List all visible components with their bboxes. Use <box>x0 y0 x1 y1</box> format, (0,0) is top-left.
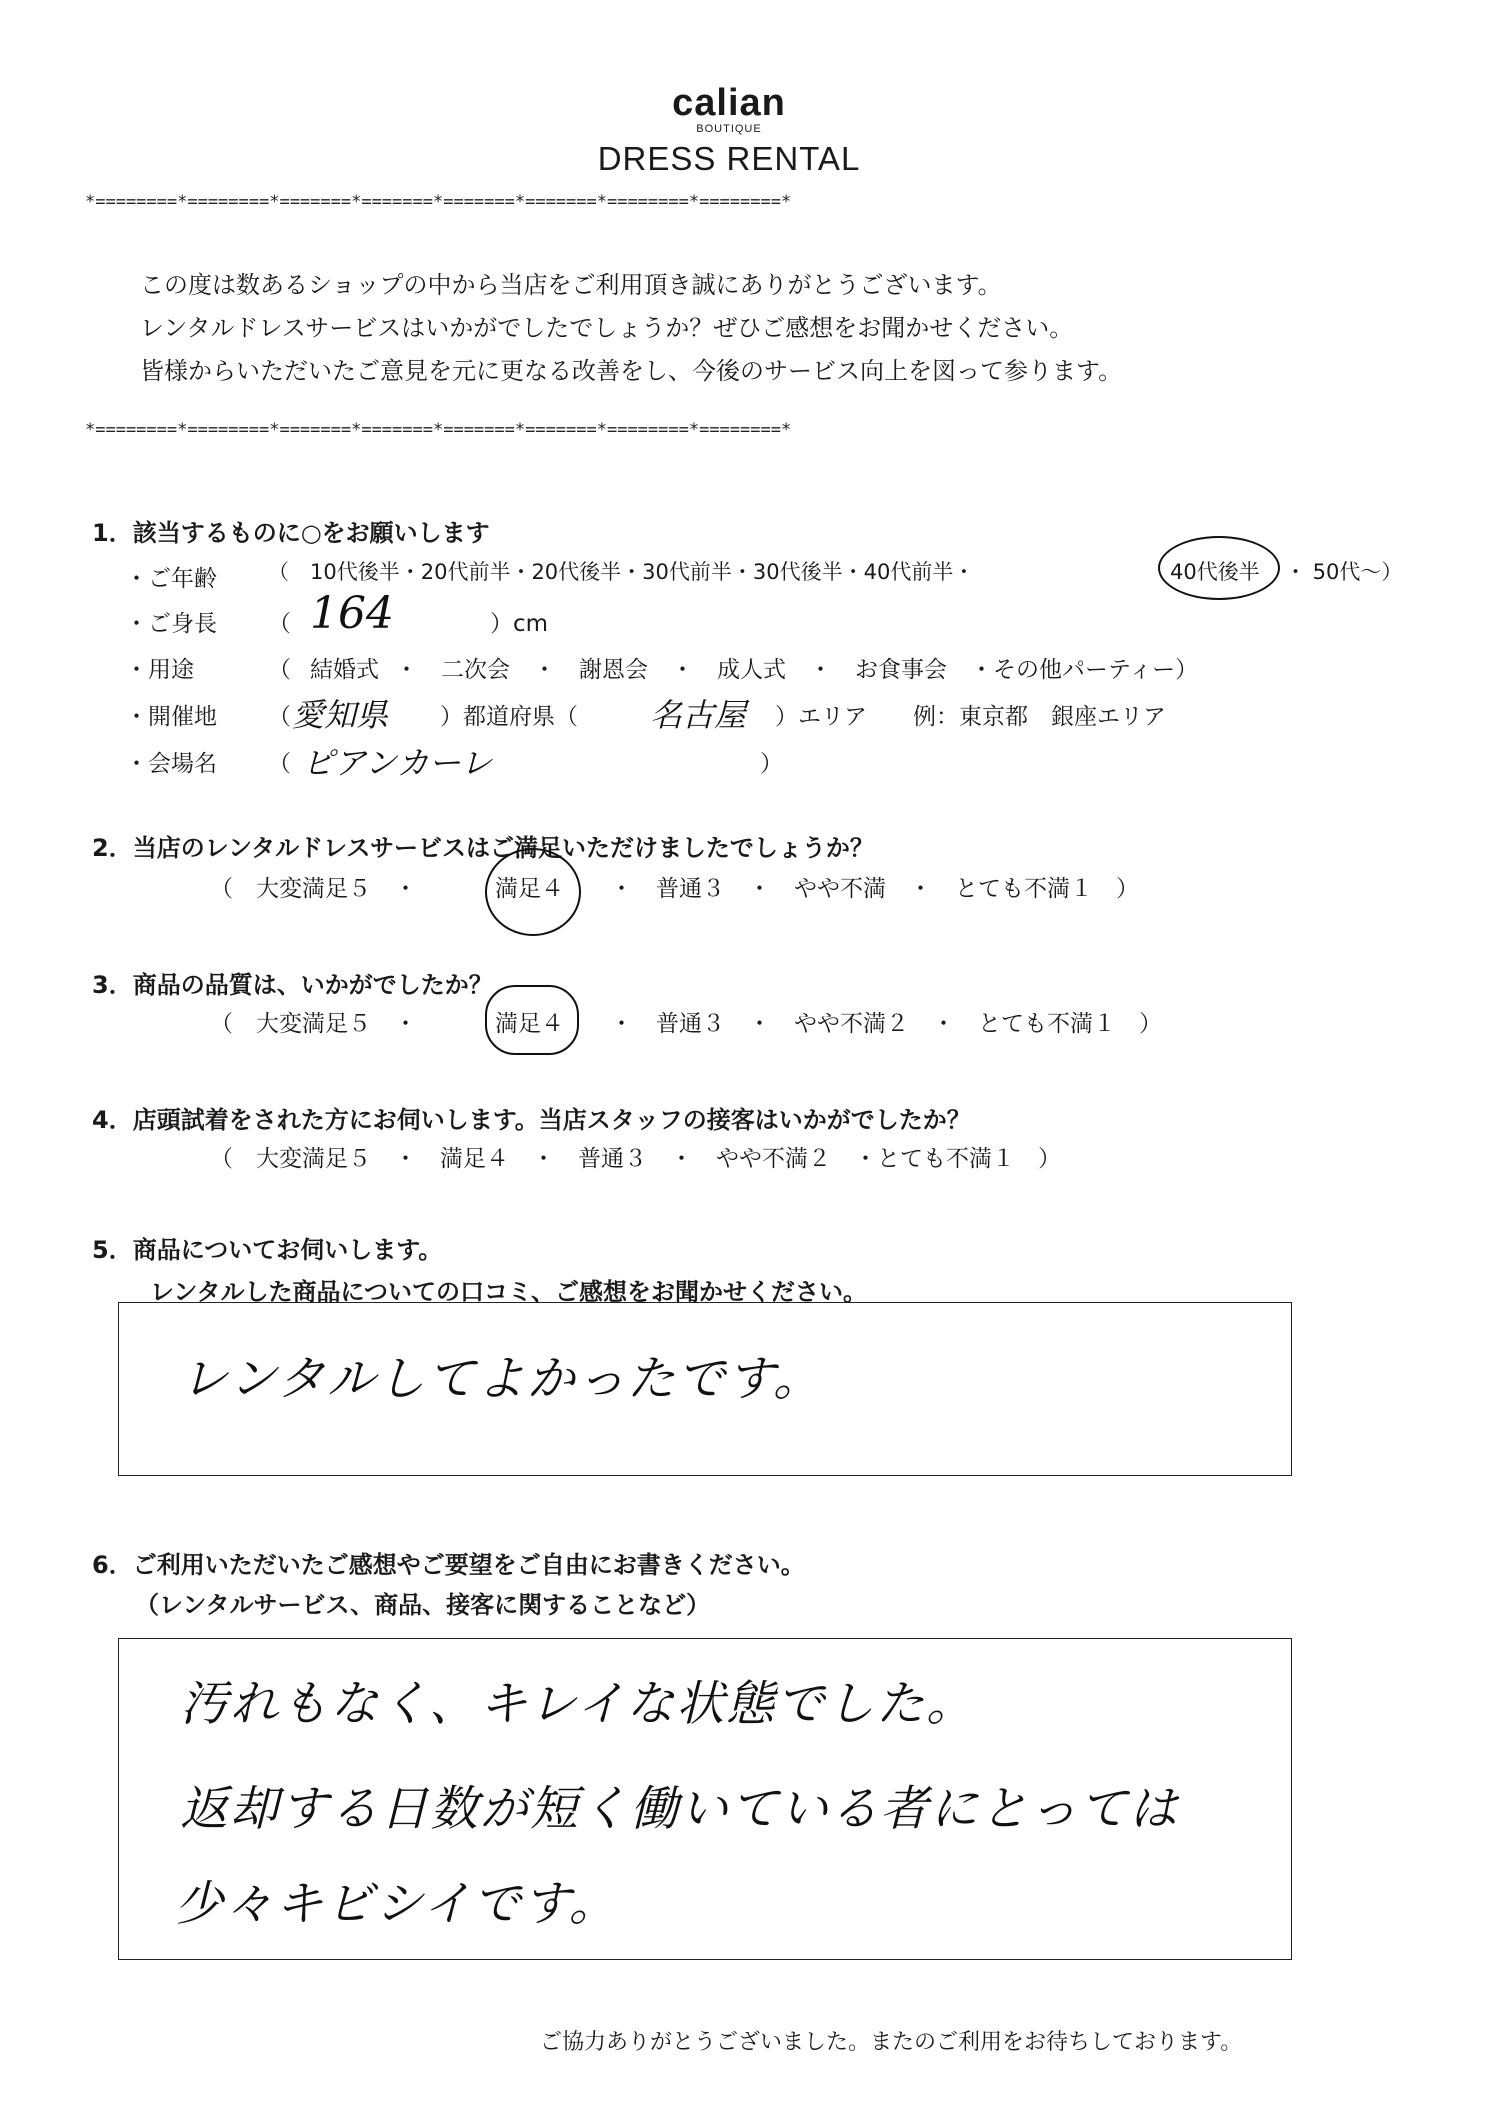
height-unit: ）cm <box>490 611 549 637</box>
q3-options-left: （ 大変満足５ ・ <box>210 1011 417 1037</box>
hall-label: ・会場名 <box>125 751 217 777</box>
q6-answer-line-2: 返却する日数が短く働いている者にとっては <box>180 1781 1180 1837</box>
q2-selection-circle <box>485 848 581 936</box>
venue-open-paren: （ <box>268 704 291 730</box>
purpose-selected[interactable]: 結婚式 <box>310 657 379 683</box>
hall-open-paren: （ <box>268 751 291 777</box>
brand-subtitle: BOUTIQUE <box>696 123 762 135</box>
age-label: ・ご年齢 <box>125 566 217 592</box>
q2-options-right: ・ 普通３ ・ やや不満 ・ とても不満１ ） <box>610 876 1139 902</box>
venue-prefecture[interactable]: 愛知県 <box>292 696 389 734</box>
intro-line-2: レンタルドレスサービスはいかがでしたでしょうか？ぜひご感想をお聞かせください。 <box>140 314 1074 342</box>
q5-title: 5．商品についてお伺いします。 <box>92 1236 443 1264</box>
purpose-options: ・ 二次会 ・ 謝恩会 ・ 成人式 ・ お食事会 ・その他パーティー） <box>395 657 1199 683</box>
brand-logo: calian <box>672 82 786 124</box>
age-options-tail: ・ 50代～） <box>1285 560 1403 584</box>
q3-selection-circle <box>485 985 579 1055</box>
venue-label: ・開催地 <box>125 704 217 730</box>
purpose-open-paren: （ <box>268 657 291 683</box>
q1-title: 1．該当するものに○をお願いします <box>92 519 490 547</box>
hall-close-paren: ） <box>760 751 783 777</box>
q5-answer-text: レンタルしてよかったです。 <box>180 1351 824 1407</box>
q6-subtitle: （レンタルサービス、商品、接客に関することなど） <box>135 1591 711 1619</box>
purpose-label: ・用途 <box>125 657 194 683</box>
q5-subtitle: レンタルした商品についての口コミ、ご感想をお聞かせください。 <box>150 1278 867 1306</box>
q3-selected[interactable]: 満足４ <box>495 1011 564 1037</box>
q4-title: 4．店頭試着をされた方にお伺いします。当店スタッフの接客はいかがでしたか？ <box>92 1106 971 1134</box>
divider-bottom: *========*========*=======*=======*=======*=======*========*========* <box>85 420 792 440</box>
q4-options: （ 大変満足５ ・ 満足４ ・ 普通３ ・ やや不満２ ・とても不満１ ） <box>210 1146 1061 1172</box>
q2-options-left: （ 大変満足５ ・ <box>210 876 417 902</box>
hall-value[interactable]: ピアンカーレ <box>302 744 493 782</box>
age-selection-circle <box>1158 536 1280 600</box>
page-title: DRESS RENTAL <box>597 140 861 177</box>
q6-answer-line-3: 少々キビシイです。 <box>175 1876 619 1932</box>
age-options: （ 10代後半・20代前半・20代後半・30代前半・30代後半・40代前半・ <box>268 560 975 584</box>
intro-line-3: 皆様からいただいたご意見を元に更なる改善をし、今後のサービス向上を図って参ります。 <box>140 357 1123 385</box>
divider-top: *========*========*=======*=======*=======*=======*========*========* <box>85 192 792 212</box>
venue-area-suffix: ）エリア 例：東京都 銀座エリア <box>775 704 1166 730</box>
q2-title: 2．当店のレンタルドレスサービスはご満足いただけましたでしょうか？ <box>92 834 874 862</box>
venue-area[interactable]: 名古屋 <box>650 696 747 734</box>
q3-options-right: ・ 普通３ ・ やや不満２ ・ とても不満１ ） <box>610 1011 1162 1037</box>
q2-selected[interactable]: 満足４ <box>495 876 564 902</box>
height-open-paren: （ <box>268 611 291 637</box>
venue-prefecture-suffix: ）都道府県（ <box>440 704 578 730</box>
intro-line-1: この度は数あるショップの中から当店をご利用頂き誠にありがとうございます。 <box>140 271 1002 299</box>
q3-title: 3．商品の品質は、いかがでしたか？ <box>92 971 493 999</box>
age-selected[interactable]: 40代後半 <box>1170 560 1260 584</box>
q6-answer-line-1: 汚れもなく、キレイな状態でした。 <box>180 1676 977 1732</box>
q6-title: 6．ご利用いただいたご感想やご要望をご自由にお書きください。 <box>92 1551 805 1579</box>
footer-thanks: ご協力ありがとうございました。またのご利用をお待ちしております。 <box>540 2030 1243 2055</box>
height-value[interactable]: 164 <box>310 588 394 639</box>
height-label: ・ご身長 <box>125 611 217 637</box>
